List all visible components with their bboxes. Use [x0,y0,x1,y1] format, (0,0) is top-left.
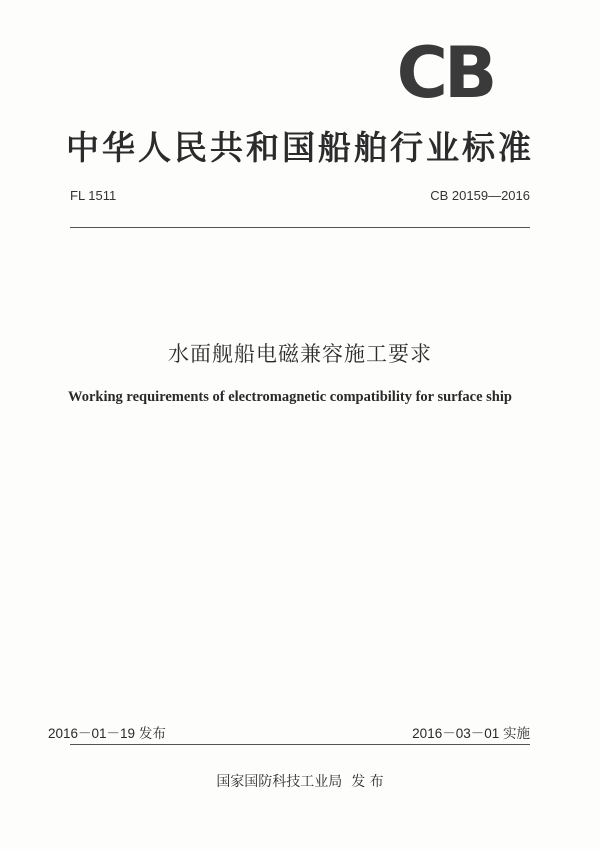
effective-date: 2016－03－01 实施 [412,726,530,741]
bottom-divider [70,744,530,745]
standard-title-en: Working requirements of electromagnetic compatibility for surface ship [68,389,512,405]
org-title: 中华人民共和国船舶行业标准 [66,128,534,167]
publish-date: 2016－01－19 发布 [48,726,166,741]
standard-number: CB 20159—2016 [430,188,530,203]
standard-title-cn: 水面舰船电磁兼容施工要求 [168,342,432,366]
classification-code: FL 1511 [70,188,117,203]
issuing-authority: 国家国防科技工业局 发 布 [216,774,384,790]
top-divider [70,227,530,228]
cb-logo [380,32,510,114]
cb-logo-text: CB [396,32,494,114]
